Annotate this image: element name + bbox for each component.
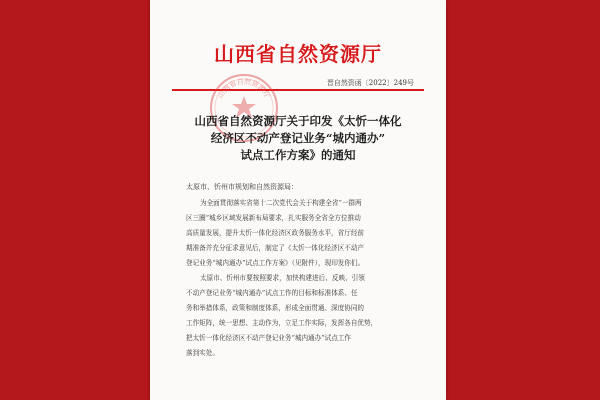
body-text	[186, 196, 416, 361]
body-line: 务和举措体系，政策和制度体系，形成全面贯通、深度协同的	[186, 304, 365, 312]
body-line: 登记业务“城内通办”试点工作方案》（见附件），现印发你们。	[186, 259, 365, 267]
svg-text:山西省自然资源厅: 山西省自然资源厅	[216, 77, 272, 100]
body-line: 区三圈”城乡区域发展新布局要求，扎实服务全省全方位推动	[186, 214, 361, 222]
document-title	[180, 113, 416, 164]
body-line: 太原市、忻州市要按照要求，加快构建进后、反映、引领	[200, 274, 365, 282]
addressee: 太原市、忻州市规划和自然资源局：	[186, 183, 298, 191]
body-line: 不动产登记业务“城内通办”试点工作的目标和标准体系、任	[186, 289, 358, 297]
body-line: 期准备并充分征求意见后，制定了《太忻一体化经济区不动产	[186, 244, 365, 252]
title-line: 山西省自然资源厅关于印发《太忻一体化	[194, 114, 402, 128]
body-line: 工作矩阵，统一思想、主动作为，立足工作实际，发挥各自优势，	[186, 319, 378, 327]
title-line: 经济区不动产登记业务“城内通办”	[210, 131, 386, 145]
body-line: 把太忻一体化经济区不动产登记业务“城内通办”试点工作	[186, 334, 351, 342]
red-frame-left	[0, 0, 150, 400]
doc-number: 晋自然资函〔2022〕249号	[326, 79, 414, 87]
title-line: 试点工作方案》的通知	[240, 148, 356, 162]
document-page	[150, 0, 446, 400]
red-frame-right	[446, 0, 600, 400]
body-line: 高质量发展，提升太忻一体化经济区政务服务水平，省厅经前	[186, 229, 365, 237]
body-line: 为全面贯彻落实省第十二次党代会关于构建全省“一群两	[200, 199, 362, 207]
body-line: 落到实处。	[186, 349, 219, 357]
org-header: 山西省自然资源厅	[214, 42, 382, 66]
